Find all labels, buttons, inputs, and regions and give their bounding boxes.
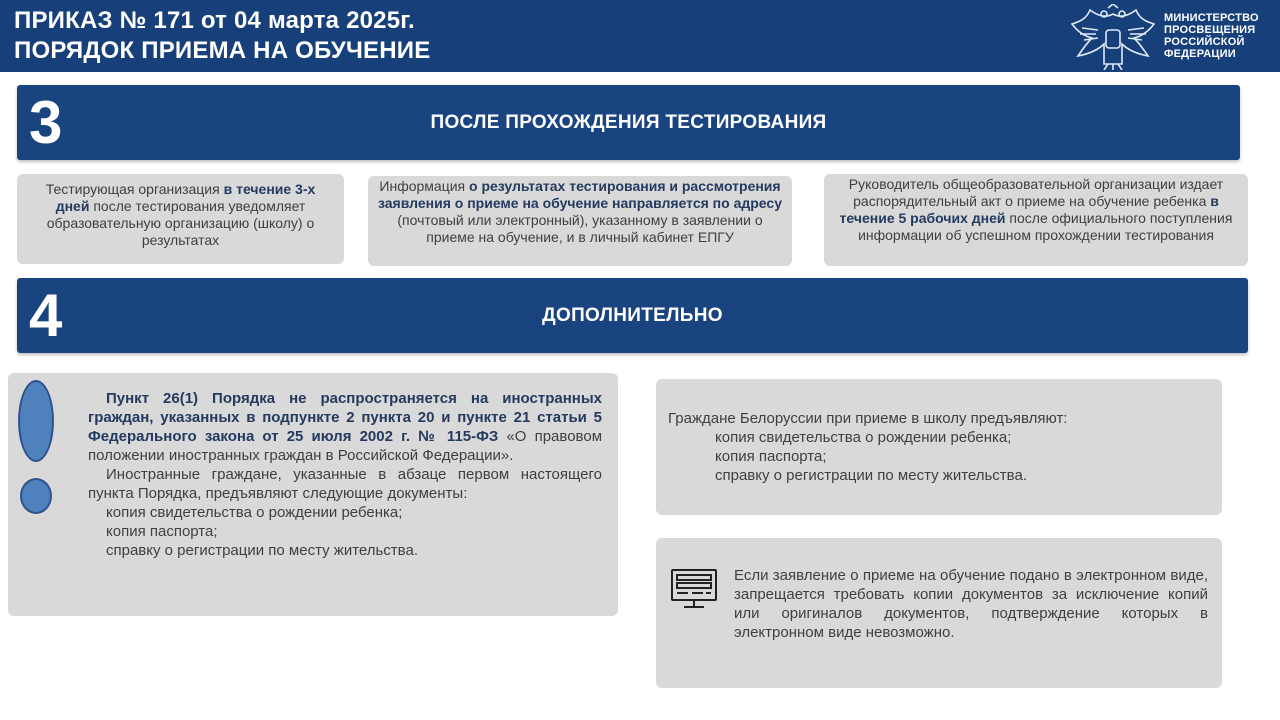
- ministry-line-2: ПРОСВЕЩЕНИЯ: [1164, 24, 1256, 36]
- testing-notification-box: [17, 174, 344, 264]
- monitor-form-icon: [670, 568, 718, 610]
- ministry-line-1: МИНИСТЕРСТВО: [1164, 12, 1259, 24]
- foreign-citizens-law-name: «О правовом положении иностранных граждан в Российской Федерации».: [88, 428, 603, 464]
- electronic-application-box: [656, 538, 1222, 688]
- list-item: копия паспорта;: [715, 448, 827, 465]
- foreign-citizens-paragraph-2: Иностранные граждане, указанные в абзаце первом настоящего пункта Порядка, предъявляют следующие документы:: [88, 466, 602, 502]
- list-item: копия свидетельства о рождении ребенка;: [715, 429, 1012, 446]
- double-headed-eagle-emblem-icon: [1068, 4, 1158, 70]
- section-4-title: ДОПОЛНИТЕЛЬНО: [542, 305, 723, 326]
- decorative-oval-large: [18, 380, 54, 462]
- list-item: справку о регистрации по месту жительства.: [106, 542, 418, 559]
- list-item: справку о регистрации по месту жительства.: [715, 467, 1027, 484]
- header-bar: [0, 0, 1280, 72]
- list-item: копия свидетельства о рождении ребенка;: [106, 504, 403, 521]
- decorative-oval-small: [20, 478, 52, 514]
- list-item: копия паспорта;: [106, 523, 218, 540]
- title-line-2: ПОРЯДОК ПРИЕМА НА ОБУЧЕНИЕ: [14, 37, 431, 64]
- ministry-line-4: ФЕДЕРАЦИИ: [1164, 48, 1236, 60]
- ministry-line-3: РОССИЙСКОЙ: [1164, 36, 1245, 48]
- box3-text-2: после официального поступления информации об успешном прохождении тестирования: [858, 210, 1233, 243]
- box3-text-1: Руководитель общеобразовательной организации издает распорядительный акт о приеме на обучение ребенка: [848, 176, 1224, 209]
- foreign-citizens-paragraph-1: [88, 389, 602, 465]
- section-3-title: ПОСЛЕ ПРОХОЖДЕНИЯ ТЕСТИРОВАНИЯ: [430, 112, 827, 133]
- page-title: [14, 6, 430, 66]
- box1-bold: в течение 3-х дней: [55, 181, 316, 214]
- section-4-bar: [17, 278, 1248, 353]
- admission-act-box: [824, 174, 1248, 266]
- box2-text-1: Информация: [379, 178, 470, 194]
- section-4-number: 4: [29, 282, 63, 349]
- belarus-citizens-box: [656, 379, 1222, 515]
- ministry-name: [1164, 12, 1259, 60]
- foreign-citizens-bold: Пункт 26(1) Порядка не распространяется на иностранных граждан, указанных в подпункте 2 пункта 20 и пункте 21 статьи 5 Федерального закона от 25 июля 2002 г. № 115-ФЗ: [88, 390, 602, 445]
- box1-text-1: Тестирующая организация: [45, 181, 224, 197]
- title-line-1: ПРИКАЗ № 171 от 04 марта 2025г.: [14, 7, 415, 34]
- box2-bold: о результатах тестирования и рассмотрения заявления о приеме на обучение направляется по адресу: [378, 178, 782, 211]
- section-3-bar: [17, 85, 1240, 160]
- box1-text-2: после тестирования уведомляет образовательную организацию (школу) о результатах: [46, 198, 315, 248]
- electronic-application-text: Если заявление о приеме на обучение подано в электронном виде, запрещается требовать копии документов за исключение копий или оригиналов документов, подтверждение которых в электронном виде невозможно.: [734, 567, 1208, 641]
- box2-text-2: (почтовый или электронный), указанному в заявлении о приеме на обучение, и в личный кабинет ЕПГУ: [397, 212, 763, 245]
- foreign-citizens-box: [8, 373, 618, 616]
- box3-bold: в течение 5 рабочих дней: [839, 193, 1219, 226]
- results-info-box: [368, 176, 792, 266]
- belarus-intro: Граждане Белоруссии при приеме в школу предъявляют:: [668, 410, 1068, 427]
- section-3-number: 3: [29, 89, 63, 156]
